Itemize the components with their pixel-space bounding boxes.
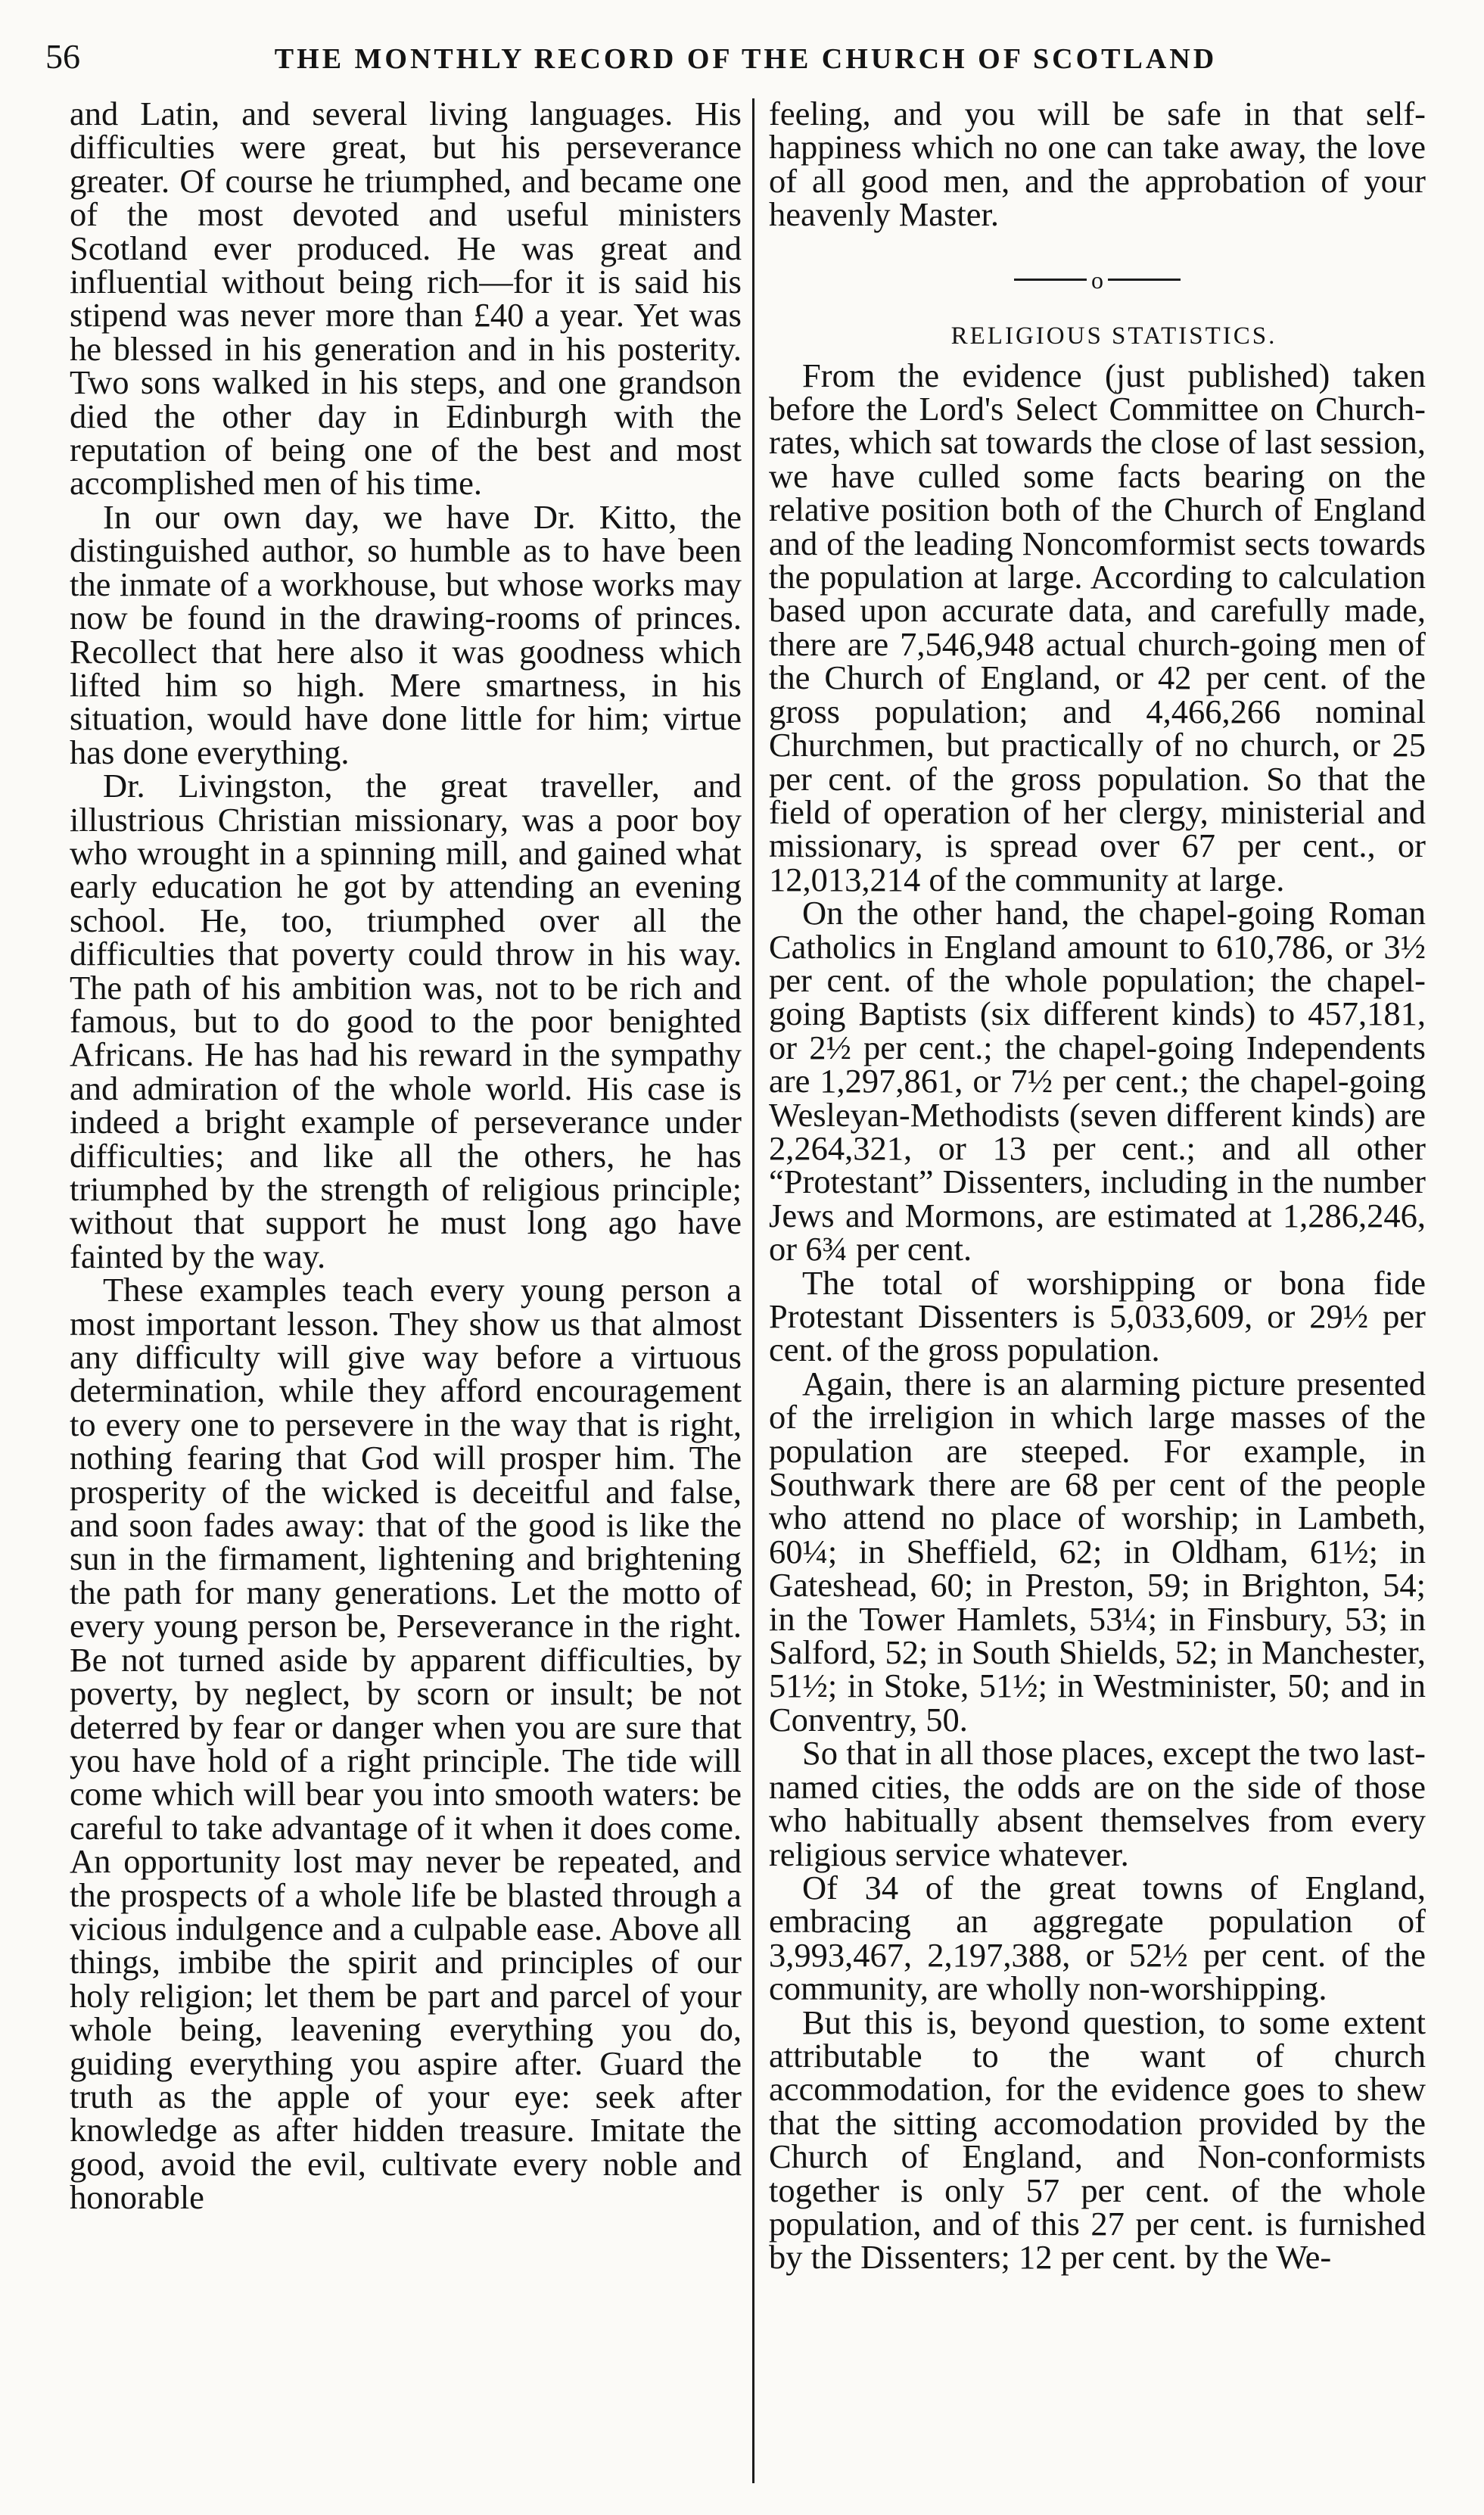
paragraph: These examples teach every young person a most important lesson. They show us that almost any difficulty will give way before a virtuous determination, while they afford encouragement to every one to persevere in the way that is right, nothing fearing that God will prosper him. The prosperity of the wicked is deceitful and false, and soon fades away: that of the good is like the sun in the firmament, lightening and brightening the path for many generations. Let the motto of every young person be, Perseverance in the right. Be not turned aside by apparent difficulties, by poverty, by neglect, by scorn or insult; be not deterred by fear or danger when you are sure that you have hold of a right principle. The tide will come which will bear you into smooth waters: be careful to take advantage of it when it does come. An opportunity lost may never be repeated, and the prospects of a whole life be blasted through a vicious indulgence and a culpable ease. Above all things, imbibe the spirit and principles of our holy religion; let them be part and parcel of your whole being, leavening everything you do, guiding everything you aspire after. Guard the truth as the apple of your eye: seek after knowledge as after hidden treasure. Imitate the good, avoid the evil, cultivate every noble and honorable (70, 1271, 742, 2217)
paragraph: and Latin, and several living languages. His difficulties were great, but his perseverance greater. Of course he triumphed, and became one of the most devoted and useful ministers Scotland ever produced. He was great and influential without being rich—for it is said his stipend was never more than £40 a year. Yet was he blessed in his generation and in his posterity. Two sons walked in his steps, and one grandson died the other day in Edinburgh with the reputation of being one of the best and most accomplished men of his time. (70, 97, 742, 503)
separator-line (1014, 279, 1087, 281)
paragraph: From the evidence (just published) taken before the Lord's Select Committee on Church-rates, which sat towards the close of last session, we have culled some facts bearing on the relative position both of the Church of England and of the leading Noncomformist sects towards the population at large. According to calculation based upon accurate data, and carefully made, there are 7,546,948 actual church-going men of the Church of England, or 42 per cent. of the gross population; and 4,466,266 nominal Churchmen, but practically of no church, or 25 per cent. of the gross population. So that the field of operation of her clergy, ministerial and missionary, is spread over 67 per cent., or 12,013,214 of the community at large. (769, 356, 1426, 898)
left-column (70, 97, 742, 2485)
column-rule (752, 98, 754, 2483)
section-separator (769, 247, 1426, 313)
separator-mark: o (1091, 266, 1103, 294)
paragraph: The total of worshipping or bona fide Protestant Dissenters is 5,033,609, or 29½ per cent. of the gross population. (769, 1263, 1426, 1369)
paragraph: Of 34 of the great towns of England, embracing an aggregate population of 3,993,467, 2,197,388, or 52½ per cent. of the community, are wholly non-worshipping. (769, 1868, 1426, 2008)
paragraph: In our own day, we have Dr. Kitto, the distinguished author, so humble as to have been the inmate of a workhouse, but whose works may now be found in the drawing-rooms of princes. Recollect that here also it was goodness which lifted him so high. Mere smartness, in his situation, would have done little for him; virtue has done everything. (70, 497, 742, 771)
page-number: 56 (45, 37, 80, 76)
paragraph: On the other hand, the chapel-going Roman Catholics in England amount to 610,786, or 3½ per cent. of the whole population; the chapel-going Baptists (six different kinds) to 457,181, or 2½ per cent.; the chapel-going Independents are 1,297,861, or 7½ per cent.; the chapel-going Wesleyan-Methodists (seven different kinds) are 2,264,321, or 13 per cent.; and all other “Protestant” Dissenters, including in the number Jews and Mormons, are estimated at 1,286,246, or 6¾ per cent. (769, 894, 1426, 1268)
section-title: RELIGIOUS STATISTICS. (950, 322, 1277, 350)
paragraph: Again, there is an alarming picture presented of the irreligion in which large masses of the population are steeped. For example, in Southwark there are 68 per cent of the people who attend no place of worship; in Lambeth, 60¼; in Sheffield, 62; in Oldham, 61½; in Gateshead, 60; in Preston, 59; in Brighton, 54; in the Tower Hamlets, 53¼; in Finsbury, 53; in Salford, 52; in South Shields, 52; in Manchester, 51½; in Stoke, 51½; in Westminister, 50; and in Conventry, 50. (769, 1364, 1426, 1738)
paragraph: feeling, and you will be safe in that self-happiness which no one can take away, the love of all good men, and the approbation of your heavenly Master. (769, 97, 1426, 234)
separator-line (1108, 279, 1181, 281)
paragraph: But this is, beyond question, to some extent attributable to the want of church accommodation, for the evidence goes to shew that the sitting accomodation provided by the Church of England, and Non-conformists together is only 57 per cent. of the whole population, and of this 27 per cent. is furnished by the Dissenters; 12 per cent. by the We- (769, 2003, 1426, 2277)
running-head: THE MONTHLY RECORD OF THE CHURCH OF SCOTLAND (274, 43, 1218, 75)
paragraph: So that in all those places, except the two last-named cities, the odds are on the side of those who habitually absent themselves from every religious service whatever. (769, 1734, 1426, 1873)
page-header (45, 36, 1446, 82)
paragraph: Dr. Livingston, the great traveller, and illustrious Christian missionary, was a poor boy who wrought in a spinning mill, and gained what early education he got by attending an evening school. He, too, triumphed over all the difficulties that poverty could throw in his way. The path of his ambition was, not to be rich and famous, but to do good to the poor benighted Africans. He has had his reward in the sympathy and admiration of the whole world. His case is indeed a bright example of perseverance under difficulties; and like all the others, he has triumphed by the strength of religious principle; without that support he must long ago have fainted by the way. (70, 767, 742, 1275)
right-column (769, 97, 1426, 2485)
